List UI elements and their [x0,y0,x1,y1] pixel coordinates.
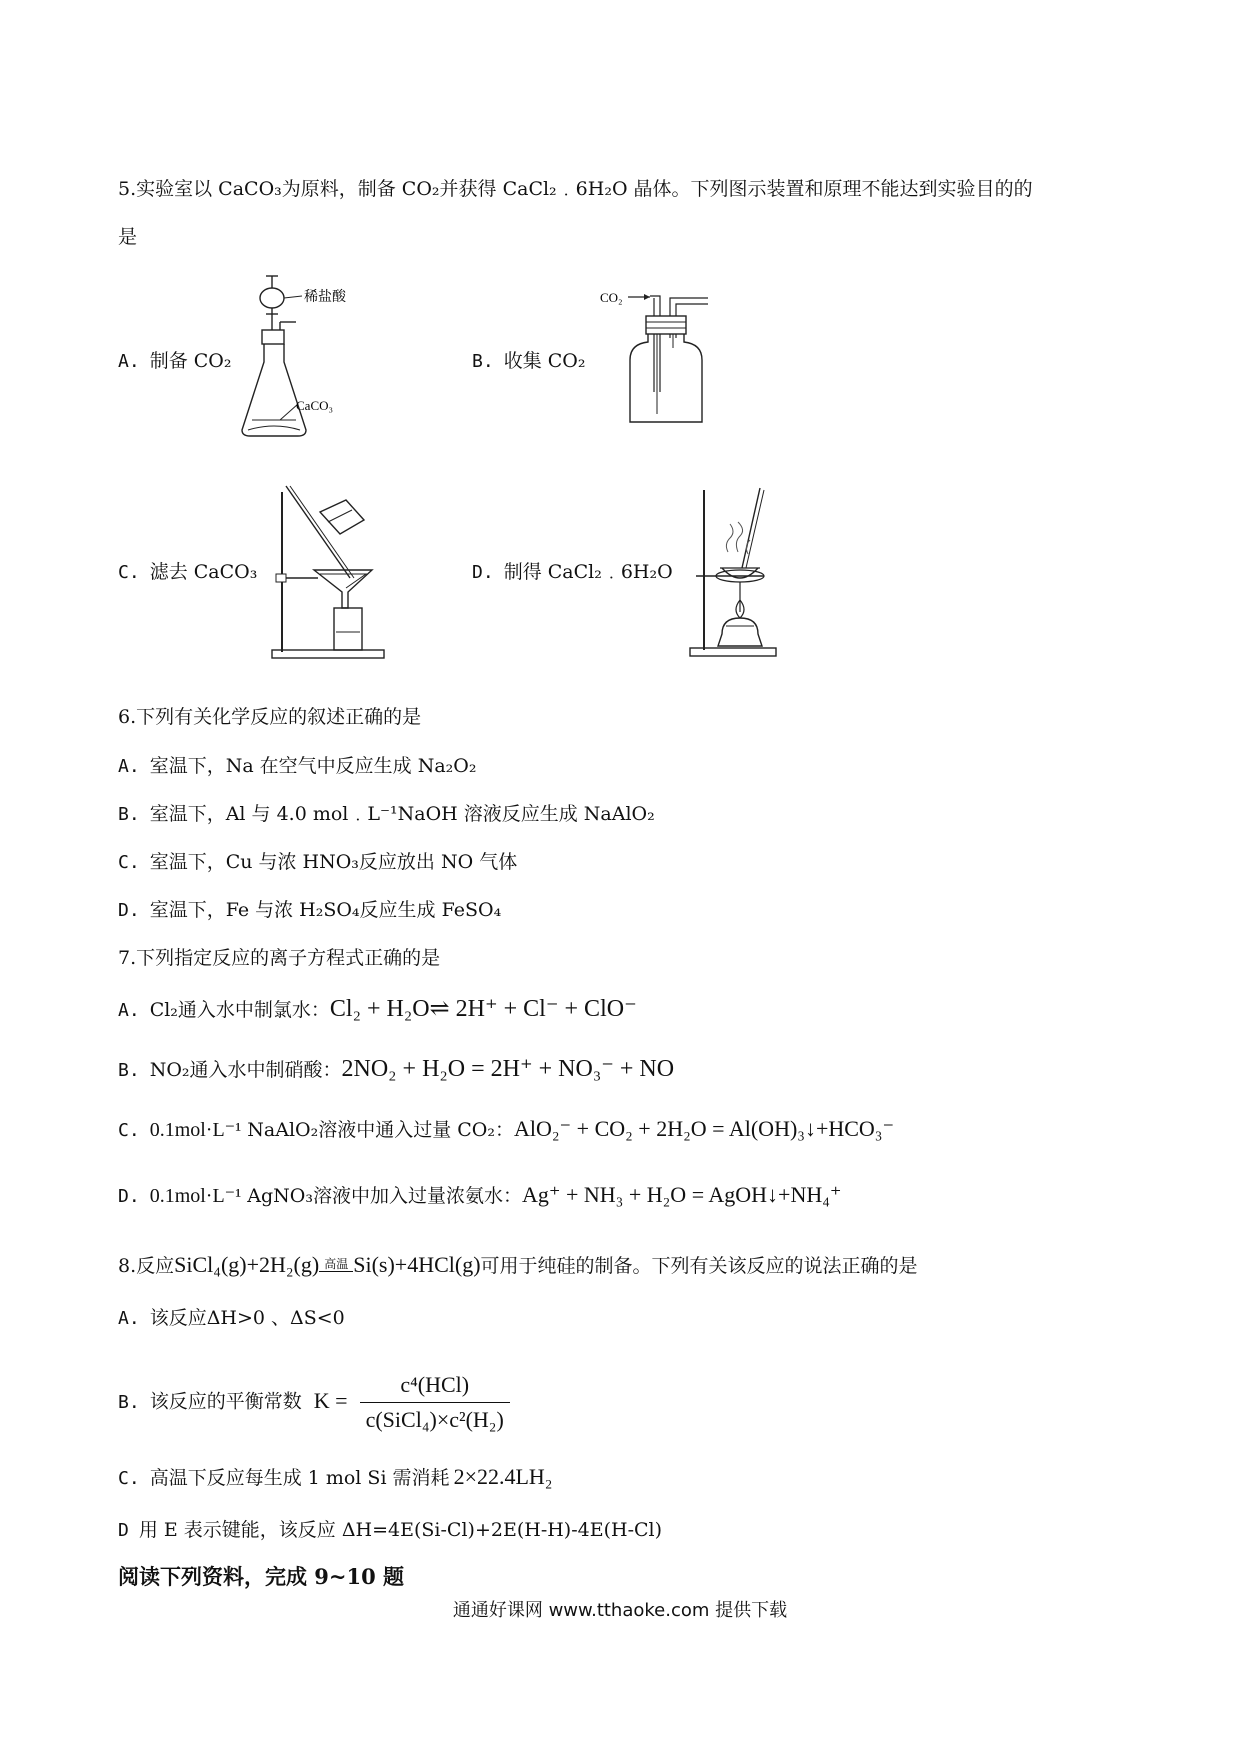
option-label: B. [118,1391,140,1413]
option-label: A. [118,756,140,777]
concentration: 0.1mol·L⁻¹ [149,1119,242,1141]
option-text: 滤去 CaCO₃ [149,561,258,583]
q8-stem [118,1250,918,1281]
fig-b-co2-label: CO₂ [600,290,623,305]
option-label: B. [118,804,140,825]
option-label: A. [118,351,140,372]
option-text: 该反应的平衡常数 [149,1390,302,1413]
reaction-condition: 高温 [324,1257,349,1271]
option-label: D. [472,562,494,583]
option-label: D. [118,1186,140,1207]
q5-option-b [472,346,585,377]
k-denominator: c(SiCl₄)×c²(H₂) [365,1407,504,1432]
option-label: C. [118,852,140,873]
q7-stem: 7.下列指定反应的离子方程式正确的是 [118,947,441,969]
option-label: A. [118,1000,140,1021]
ionic-equation: Ag⁺ + NH₃ + H₂O = AgOH↓+NH₄⁺ [521,1182,842,1207]
option-label: C. [118,562,140,583]
q8-option-b [118,1370,510,1435]
ionic-equation: AlO₂⁻ + CO₂ + 2H₂O = Al(OH)₃↓+HCO₃⁻ [514,1116,895,1141]
fig-a-solid-label: CaCO₃ [296,398,334,413]
concentration: 0.1mol·L⁻¹ [149,1185,242,1207]
q7-option-d [118,1180,842,1212]
option-text: 该反应ΔH>0 、ΔS<0 [149,1307,345,1329]
fig-a-acid-label: 稀盐酸 [304,289,346,305]
q7-option-b [118,1054,674,1086]
option-text: AgNO₃溶液中加入过量浓氨水： [247,1185,522,1207]
q7-option-c [118,1114,894,1146]
ionic-equation: 2NO₂ + H₂O = 2H⁺ + NO₃⁻ + NO [341,1056,675,1082]
q6-option-a [118,751,476,782]
ionic-equation: Cl₂ + H₂O⇌ 2H⁺ + Cl⁻ + ClO⁻ [329,996,637,1022]
figure-d-evaporation [682,482,782,662]
option-text: NO₂通入水中制硝酸： [149,1059,342,1081]
reaction-arrow [319,1259,353,1272]
figure-b-gas-bottle [600,288,720,428]
q6-option-c [118,847,517,878]
k-symbol: K = [313,1387,348,1413]
q5-stem-line1: 5.实验室以 CaCO₃为原料，制备 CO₂并获得 CaCl₂﹒6H₂O 晶体。下列图示装置和原理不能达到实验目的的 [118,178,1033,200]
option-label: C. [118,1468,140,1489]
k-numerator: c⁴(HCl) [360,1370,510,1403]
reaction-left: SiCl₄(g)+2H₂(g) [174,1252,320,1277]
option-text: 室温下，Al 与 4.0 mol﹒L⁻¹NaOH 溶液反应生成 NaAlO₂ [149,803,655,825]
q5-option-c [118,557,257,588]
option-text: 收集 CO₂ [503,350,586,372]
q8-option-a [118,1303,345,1334]
option-text: Cl₂通入水中制氯水： [149,999,330,1021]
option-label: A. [118,1308,140,1329]
q6-stem: 6.下列有关化学反应的叙述正确的是 [118,706,422,728]
option-label: B. [472,351,494,372]
option-label: D. [118,900,140,921]
option-text: 室温下，Cu 与浓 HNO₃反应放出 NO 气体 [149,851,518,873]
option-text: 制备 CO₂ [149,350,232,372]
q8-stem-post: 可用于纯硅的制备。下列有关该反应的说法正确的是 [480,1255,918,1277]
option-text: 高温下反应每生成 1 mol Si 需消耗 [149,1467,450,1489]
q7-option-a [118,994,637,1026]
q6-option-b [118,799,655,830]
option-text: 室温下，Na 在空气中反应生成 Na₂O₂ [149,755,477,777]
k-fraction [360,1370,510,1435]
q8-option-d [118,1515,662,1546]
figure-a-flask-apparatus [236,270,376,445]
q8-option-c [118,1462,552,1494]
option-label: C. [118,1120,140,1141]
q6-option-d [118,895,501,926]
option-text: 室温下，Fe 与浓 H₂SO₄反应生成 FeSO₄ [149,899,502,921]
option-text: 制得 CaCl₂﹒6H₂O [503,561,673,583]
figure-c-filtration [268,482,408,662]
reaction-right: Si(s)+4HCl(g) [353,1252,481,1277]
section-heading: 阅读下列资料，完成 9~10 题 [118,1564,405,1589]
h2-amount: 2×22.4LH₂ [453,1464,553,1489]
q5-option-d [472,557,673,588]
option-label: B. [118,1060,140,1081]
option-label: D [118,1520,129,1541]
option-text: NaAlO₂溶液中通入过量 CO₂： [247,1119,514,1141]
q5-option-a [118,346,231,377]
q8-stem-pre: 8.反应 [118,1255,175,1277]
q5-stem-line2: 是 [118,226,138,248]
option-text: 用 E 表示键能，该反应 ΔH=4E(Si-Cl)+2E(H-H)-4E(H-Cl) [138,1519,663,1541]
footer-watermark: 通通好课网 www.tthaoke.com 提供下载 [452,1600,788,1621]
